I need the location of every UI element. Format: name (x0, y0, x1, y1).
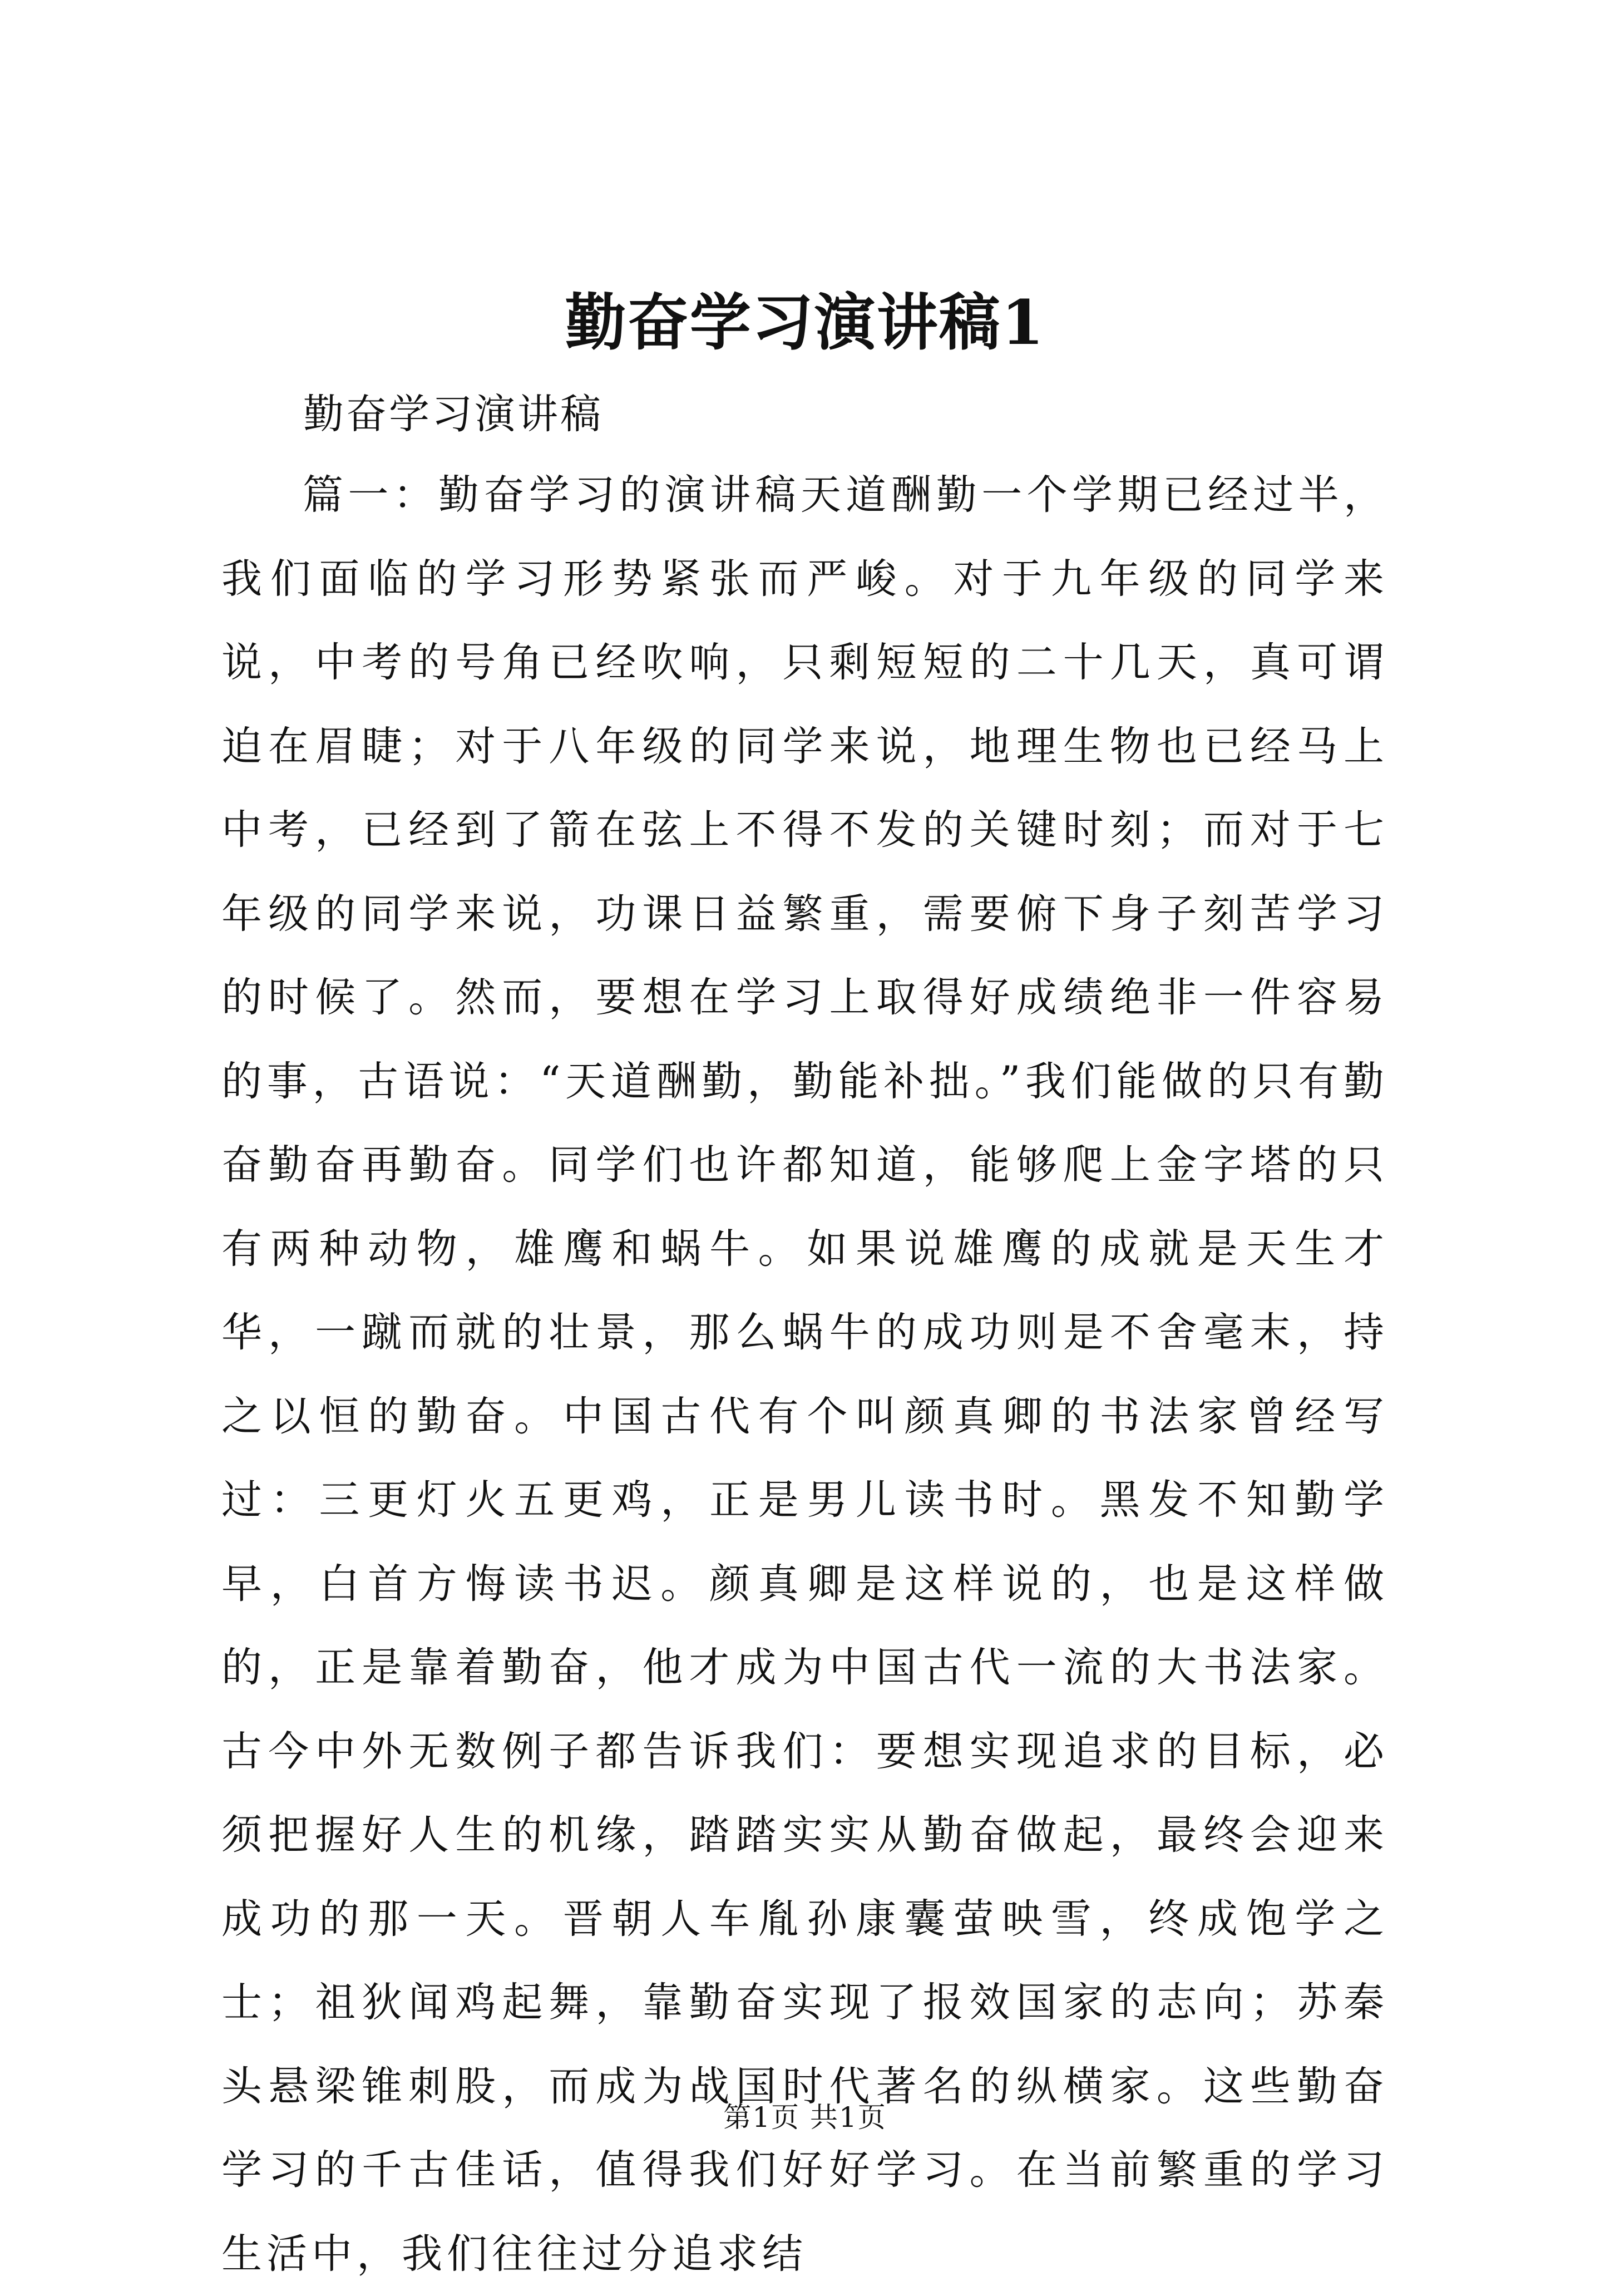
page-footer: 第1页 共1页 (723, 2101, 887, 2134)
body-paragraph: 篇一：勤奋学习的演讲稿天道酬勤一个学期已经过半，我们面临的学习形势紧张而严峻。对于九年级的同学来说，中考的号角已经吹响，只剩短短的二十几天，真可谓迫在眉睫；对于八年级的同学来说，地理生物也已经马上中考，已经到了箭在弦上不得不发的关键时刻；而对于七年级的同学来说，功课日益繁重，需要俯下身子刻苦学习的时候了。然而，要想在学习上取得好成绩绝非一件容易的事，古语说：“天道酬勤，勤能补拙。”我们能做的只有勤奋勤奋再勤奋。同学们也许都知道，能够爬上金字塔的只有两种动物，雄鹰和蜗牛。如果说雄鹰的成就是天生才华，一蹴而就的壮景，那么蜗牛的成功则是不舍毫末，持之以恒的勤奋。中国古代有个叫颜真卿的书法家曾经写过：三更灯火五更鸡，正是男儿读书时。黑发不知勤学早，白首方悔读书迟。颜真卿是这样说的，也是这样做的，正是靠着勤奋，他才成为中国古代一流的大书法家。古今中外无数例子都告诉我们：要想实现追求的目标，必须把握好人生的机缘，踏踏实实从勤奋做起，最终会迎来成功的那一天。晋朝人车胤孙康囊萤映雪，终成饱学之士；祖狄闻鸡起舞，靠勤奋实现了报效国家的志向；苏秦头悬梁锥刺股，而成为战国时代著名的纵横家。这些勤奋学习的千古佳话，值得我们好好学习。在当前繁重的学习生活中，我们往往过分追求结 (221, 471, 1389, 2278)
document-title: 勤奋学习演讲稿1 (565, 287, 1045, 358)
document-subtitle: 勤奋学习演讲稿 (303, 391, 603, 438)
